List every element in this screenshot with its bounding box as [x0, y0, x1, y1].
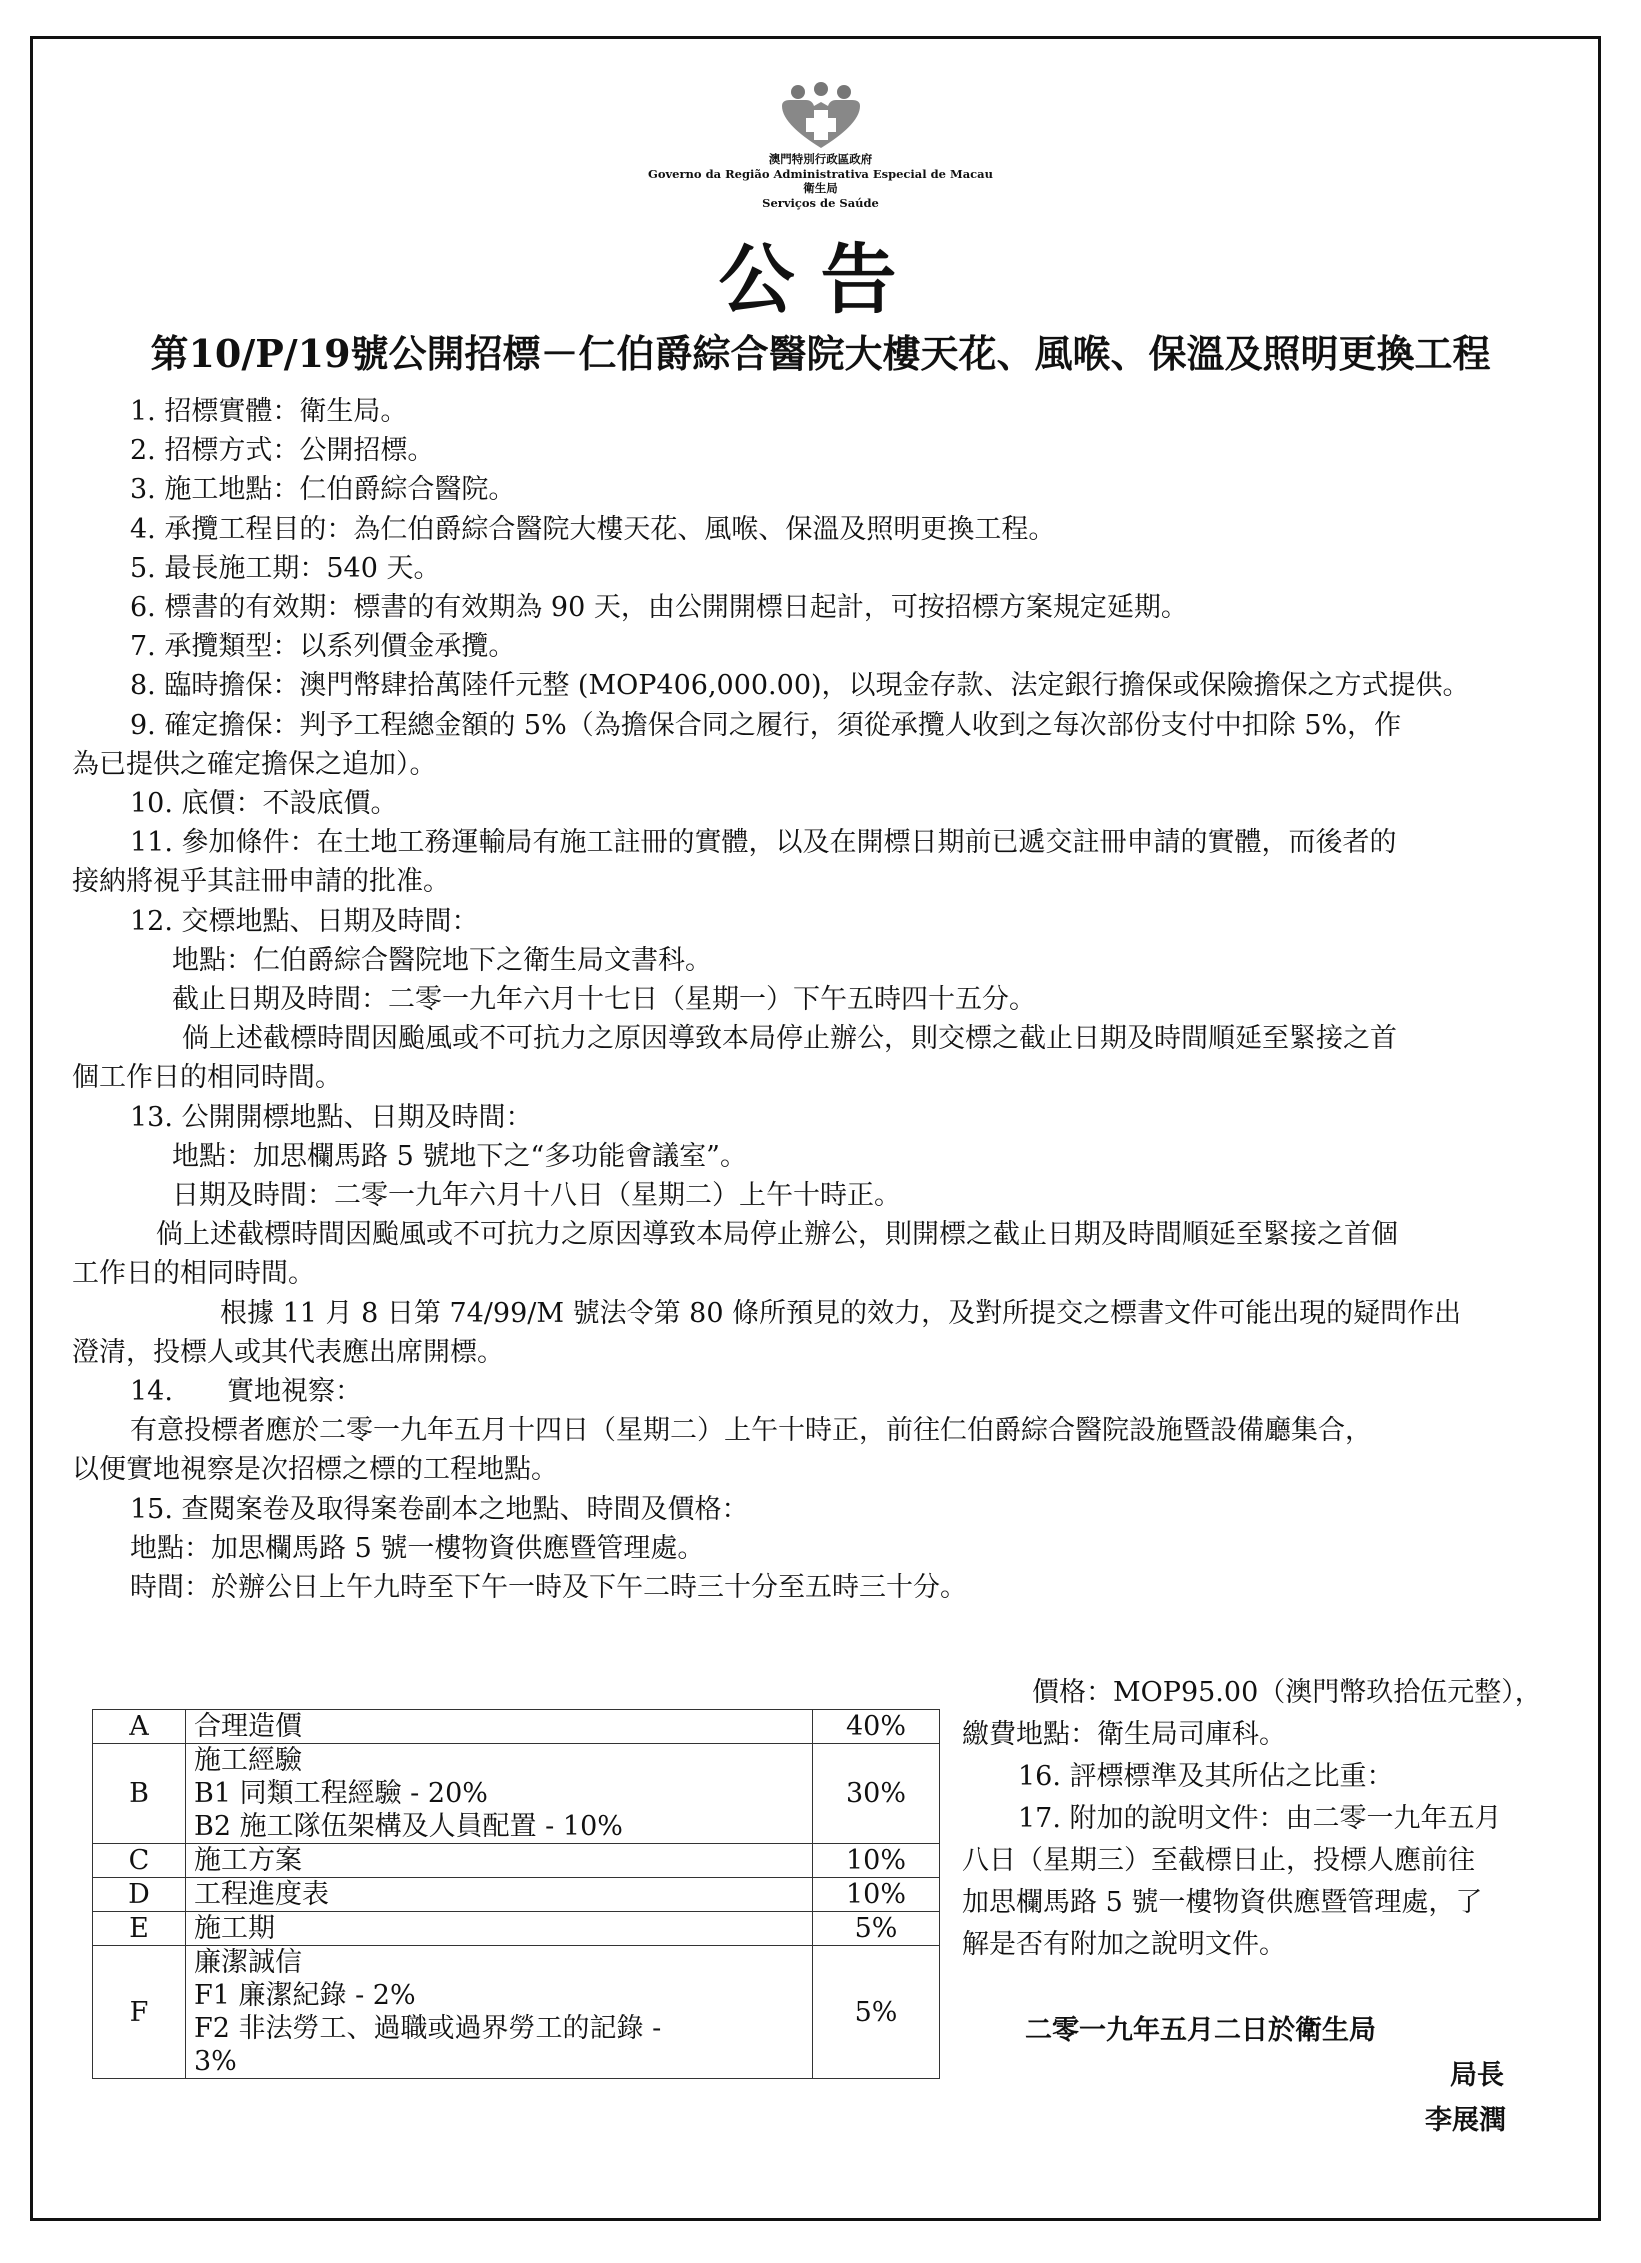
right-line: 17. 附加的說明文件：由二零一九年五月: [1018, 1803, 1502, 1834]
body-line: 地點：加思欄馬路 5 號地下之“多功能會議室”。: [172, 1140, 747, 1172]
org-name-pt: Governo da Região Administrativa Especial de Macau: [648, 166, 993, 181]
criteria-code: B: [93, 1744, 186, 1844]
criteria-code: A: [93, 1710, 186, 1744]
tender-subtitle: 第10/P/19號公開招標－仁伯爵綜合醫院大樓天花、風喉、保溫及照明更換工程: [150, 331, 1491, 376]
body-line: 以便實地視察是次招標之標的工程地點。: [72, 1454, 558, 1486]
criteria-line: F1 廉潔紀錄 - 2%: [194, 1980, 416, 2011]
criteria-weight: 40%: [813, 1710, 940, 1744]
right-line: 加思欄馬路 5 號一樓物資供應暨管理處，了: [962, 1887, 1483, 1918]
table-row: [93, 1744, 940, 1844]
dept-name-pt: Serviços de Saúde: [762, 195, 879, 210]
criteria-label: [186, 1744, 813, 1844]
criteria-label: [186, 1844, 813, 1878]
evaluation-criteria-table: [92, 1709, 940, 2079]
right-line: 解是否有附加之說明文件。: [962, 1929, 1286, 1960]
table-row: [93, 1912, 940, 1946]
body-line: 接納將視乎其註冊申請的批准。: [72, 866, 450, 898]
criteria-line: 廉潔誠信: [194, 1947, 302, 1978]
right-line: 16. 評標標準及其所佔之比重：: [1018, 1761, 1394, 1792]
body-line: 12. 交標地點、日期及時間：: [130, 905, 479, 937]
criteria-label: [186, 1878, 813, 1912]
body-line: 9. 確定擔保：判予工程總金額的 5%（為擔保合同之履行，須從承攬人收到之每次部份支付中扣除 5%，作: [130, 709, 1402, 741]
table-row: [93, 1946, 940, 2079]
body-line: 倘上述截標時間因颱風或不可抗力之原因導致本局停止辦公，則交標之截止日期及時間順延至緊接之首: [182, 1023, 1397, 1055]
signature-date: 二零一九年五月二日於衛生局: [1025, 2015, 1376, 2046]
body-line: 10. 底價：不設底價。: [130, 788, 398, 820]
criteria-weight: 5%: [813, 1946, 940, 2079]
notice-body: [72, 392, 1572, 1607]
body-line: 日期及時間：二零一九年六月十八日（星期二）上午十時正。: [172, 1180, 901, 1212]
body-line: 4. 承攬工程目的：為仁伯爵綜合醫院大樓天花、風喉、保溫及照明更換工程。: [130, 513, 1056, 545]
dept-name-zh: 衛生局: [803, 181, 838, 195]
table-row: [93, 1844, 940, 1878]
right-line: 價格：MOP95.00（澳門幣玖拾伍元整），: [1032, 1677, 1542, 1708]
body-line: 7. 承攬類型：以系列價金承攬。: [130, 631, 516, 663]
body-line: 根據 11 月 8 日第 74/99/M 號法令第 80 條所預見的效力，及對所提交之標書文件可能出現的疑問作出: [220, 1297, 1462, 1329]
criteria-code: F: [93, 1946, 186, 2079]
criteria-weight: 10%: [813, 1844, 940, 1878]
body-line: 澄清，投標人或其代表應出席開標。: [72, 1336, 504, 1368]
body-line: 8. 臨時擔保：澳門幣肆拾萬陸仟元整 (MOP406,000.00)，以現金存款、法定銀行擔保或保險擔保之方式提供。: [130, 670, 1470, 702]
body-line: 1. 招標實體：衛生局。: [130, 396, 408, 427]
body-line: 有意投標者應於二零一九年五月十四日（星期二）上午十時正，前往仁伯爵綜合醫院設施暨設備廳集合，: [130, 1415, 1372, 1447]
body-line: 15. 查閱案卷及取得案卷副本之地點、時間及價格：: [130, 1493, 749, 1525]
body-line: 11. 參加條件：在土地工務運輸局有施工註冊的實體，以及在開標日期前已遞交註冊申請的實體，而後者的: [130, 827, 1397, 859]
criteria-code: C: [93, 1844, 186, 1878]
body-line: 地點：仁伯爵綜合醫院地下之衛生局文書科。: [172, 944, 712, 976]
body-line: 14. 實地視察：: [130, 1376, 362, 1408]
criteria-line: B2 施工隊伍架構及人員配置 - 10%: [194, 1811, 623, 1842]
body-line: 截止日期及時間：二零一九年六月十七日（星期一）下午五時四十五分。: [172, 984, 1036, 1016]
signature-name: 李展潤: [1425, 2105, 1506, 2136]
body-line: 為已提供之確定擔保之追加）。: [72, 748, 437, 780]
page-title: 公告: [718, 235, 923, 324]
health-bureau-logo-icon: [776, 80, 866, 150]
body-line: 5. 最長施工期：540 天。: [130, 552, 441, 584]
criteria-code: E: [93, 1912, 186, 1946]
criteria-weight: 10%: [813, 1878, 940, 1912]
table-row: [93, 1710, 940, 1744]
criteria-line: 施工期: [194, 1913, 275, 1944]
criteria-line: B1 同類工程經驗 - 20%: [194, 1778, 488, 1809]
body-line: 13. 公開開標地點、日期及時間：: [130, 1101, 533, 1133]
signature-position: 局長: [1450, 2060, 1504, 2091]
body-line: 倘上述截標時間因颱風或不可抗力之原因導致本局停止辦公，則開標之截止日期及時間順延至緊接之首個: [156, 1219, 1398, 1251]
right-column-text: [962, 1672, 1577, 1966]
body-line: 2. 招標方式：公開招標。: [130, 435, 435, 467]
criteria-label: [186, 1946, 813, 2079]
body-line: 工作日的相同時間。: [72, 1258, 315, 1290]
criteria-line: 施工經驗: [194, 1745, 302, 1776]
body-line: 6. 標書的有效期：標書的有效期為 90 天，由公開開標日起計，可按招標方案規定延期。: [130, 592, 1188, 624]
table-row: [93, 1878, 940, 1912]
criteria-code: D: [93, 1878, 186, 1912]
criteria-weight: 5%: [813, 1912, 940, 1946]
right-line: 繳費地點：衛生局司庫科。: [962, 1719, 1286, 1750]
criteria-weight: 30%: [813, 1744, 940, 1844]
right-line: 八日（星期三）至截標日止，投標人應前往: [962, 1845, 1475, 1876]
body-line: 時間：於辦公日上午九時至下午一時及下午二時三十分至五時三十分。: [130, 1572, 967, 1604]
body-line: 個工作日的相同時間。: [72, 1062, 342, 1094]
criteria-line: 3%: [194, 2046, 237, 2077]
criteria-line: 施工方案: [194, 1845, 302, 1876]
criteria-label: [186, 1912, 813, 1946]
body-line: 3. 施工地點：仁伯爵綜合醫院。: [130, 474, 516, 506]
criteria-line: 合理造價: [194, 1711, 302, 1742]
criteria-label: [186, 1710, 813, 1744]
criteria-line: 工程進度表: [194, 1879, 329, 1910]
org-name-zh: 澳門特別行政區政府: [768, 152, 873, 166]
organization-header: [0, 152, 1641, 210]
body-line: 地點：加思欄馬路 5 號一樓物資供應暨管理處。: [130, 1532, 705, 1564]
criteria-line: F2 非法勞工、過職或過界勞工的記錄 -: [194, 2013, 662, 2044]
